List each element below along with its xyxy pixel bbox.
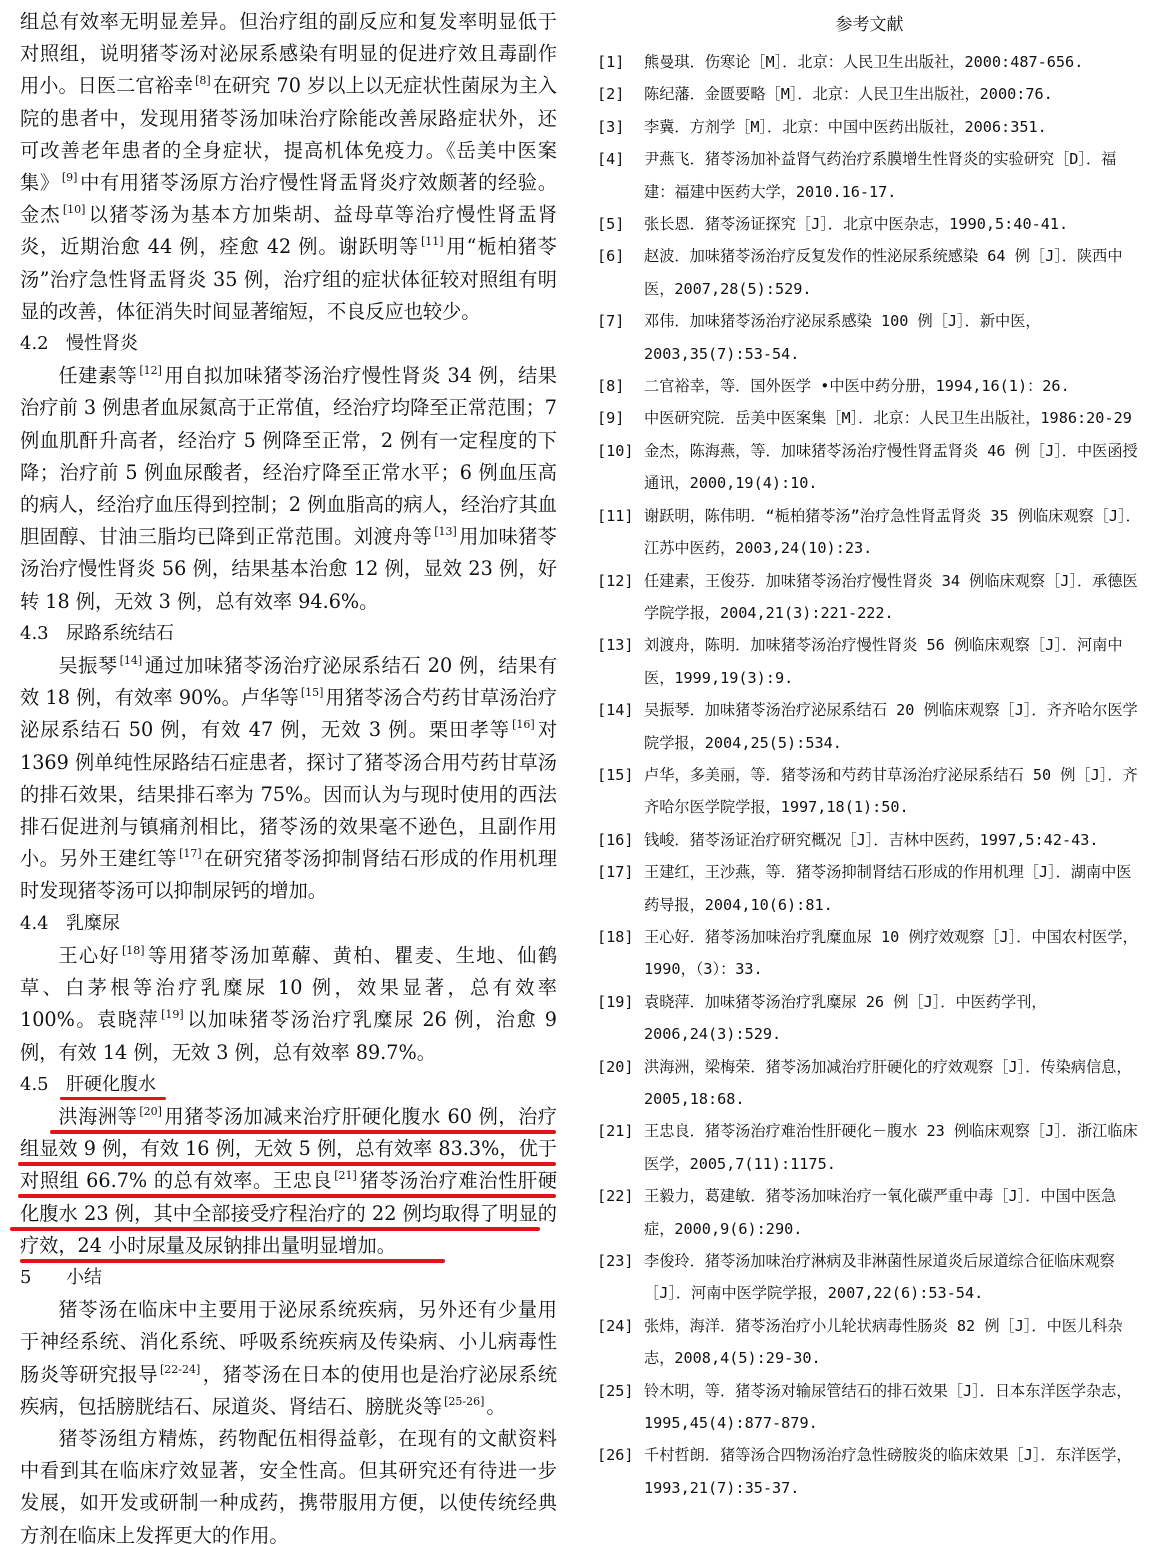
reference-text: 谢跃明，陈伟明．“栀柏猪苓汤”治疗急性肾盂肾炎 35 例临床观察［J］．江苏中医药，2003,24(10):23. <box>644 506 1141 558</box>
reference-item <box>597 1051 1142 1116</box>
intro-paragraph: 组总有效率无明显差异。但治疗组的副反应和复发率明显低于对照组，说明猪苓汤对泌尿系感染有明显的促进疗效且毒副作用小。日医二官裕幸 [8] 在研究 70 岁以上以无症状性菌尿为主入院的患者中，发现用猪苓汤加味治疗除能改善尿路症状外，还可改善老年患者的全身症状，提高机体免疫力。《岳美中医案集》 [9] 中有用猪苓汤原方治疗慢性肾盂肾炎疗效颇著的经验。金杰 [10] 以猪苓汤为基本方加柴胡、益母草等治疗慢性肾盂肾炎，近期治愈 44 例，痊愈 42 例。谢跃明等 [11] 用“栀柏猪苓汤”治疗急性肾盂肾炎 35 例，治疗组的症状体征较对照组有明显的改善，体征消失时间显著缩短，不良反应也较少。 <box>20 10 558 323</box>
reference-number: [9] <box>597 409 625 428</box>
section-4-2-paragraph: 任建素等 [12] 用自拟加味猪苓汤治疗慢性肾炎 34 例，结果治疗前 3 例患者血尿氮高于正常值，经治疗均降至正常范围；7 例血肌酐升高者，经治疗 5 例降至正常，2 例有一定程度的下降；治疗前 5 例血尿酸者，经治疗降至正常水平；6 例血压高的病人，经治疗血压得到控制；2 例血脂高的病人，经治疗其血胆固醇、甘油三脂均已降到正常范围。刘渡舟等 [13] 用加味猪苓汤治疗慢性肾炎 56 例，结果基本治愈 12 例，显效 23 例，好转 18 例，无效 3 例，总有效率 94.6%。 <box>20 364 557 613</box>
reference-number: [19] <box>597 992 634 1011</box>
reference-number: [6] <box>597 247 625 266</box>
reference-item <box>597 1439 1142 1504</box>
reference-number: [3] <box>597 117 625 136</box>
reference-text: 王忠良．猪苓汤治疗难治性肝硬化－腹水 23 例临床观察［J］．浙江临床医学，2005,7(11):1175. <box>644 1122 1138 1173</box>
reference-text: 王建红，王沙燕，等．猪苓汤抑制肾结石形成的作用机理［J］．湖南中医药导报，2004,10(6):81. <box>644 863 1132 914</box>
highlighted-heading: 肝硬化腹水 <box>66 1069 156 1101</box>
reference-item <box>597 1115 1142 1180</box>
red-underline-mark <box>18 1194 556 1198</box>
section-5-paragraph-2: 猪苓汤组方精炼，药物配伍相得益彰，在现有的文献资料中看到其在临床疗效显著，安全性高。但其研究还有待进一步发展，如开发或研制一种成药，携带服用方便，以使传统经典方剂在临床上发挥更大的作用。 <box>20 1426 557 1547</box>
reference-text: 吴振琴．加味猪苓汤治疗泌尿系结石 20 例临床观察［J］．齐齐哈尔医学院学报，2004,25(5):534. <box>644 701 1138 752</box>
reference-number: [23] <box>597 1252 634 1271</box>
reference-item <box>597 986 1142 1051</box>
section-heading-4-4: 4.4 乳糜尿 <box>20 912 120 934</box>
reference-text: 千村哲朗．猪等汤合四物汤治疗急性磅胺炎的临床效果［J］．东洋医学，1993,21(7):35-37. <box>644 1446 1132 1497</box>
reference-text: 钱峻．猪苓汤证治疗研究概况［J］．吉林中医药，1997,5:42-43. <box>644 830 1099 849</box>
reference-text: 张长恩．猪苓汤证探究［J］．北京中医杂志，1990,5:40-41. <box>644 215 1069 234</box>
highlighted-paragraph-wrapper <box>20 1101 557 1262</box>
section-heading-5: 5 小结 <box>20 1266 102 1288</box>
reference-number: [1] <box>597 53 625 71</box>
citation: [13] <box>434 525 457 539</box>
reference-item <box>597 824 1142 856</box>
citation: [20] <box>139 1104 162 1118</box>
reference-number: [2] <box>597 85 625 104</box>
reference-number: [13] <box>597 636 634 655</box>
section-5-paragraph-1: 猪苓汤在临床中主要用于泌尿系统疾病，另外还有少量用于神经系统、消化系统、呼吸系统疾病及传染病、小儿病毒性肠炎等研究报导 [22-24] ，猪苓汤在日本的使用也是治疗泌尿系统疾病，包括膀胱结石、尿道炎、肾结石、膀胱炎等 [25-26] 。 <box>20 1298 558 1418</box>
reference-text: 任建素，王俊芬．加味猪苓汤治疗慢性肾炎 34 例临床观察［J］．承德医学院学报，2004,21(3):221-222. <box>644 571 1138 622</box>
red-underline-mark <box>18 1162 556 1166</box>
reference-number: [4] <box>597 150 625 169</box>
reference-item <box>597 111 1142 143</box>
red-underline-mark <box>20 1259 445 1263</box>
reference-item <box>597 921 1142 986</box>
reference-item <box>597 46 1142 78</box>
reference-item <box>597 208 1142 240</box>
reference-item <box>597 78 1142 110</box>
reference-text: 李冀．方剂学［M］．北京：中国中医药出版社，2006:351. <box>644 117 1047 136</box>
reference-text: 袁晓萍．加味猪苓汤治疗乳糜尿 26 例［J］．中医药学刊，2006,24(3):529. <box>644 992 1047 1044</box>
reference-item <box>597 402 1142 434</box>
reference-item <box>597 565 1142 630</box>
reference-text: 卢华，多美丽，等．猪苓汤和芍药甘草汤治疗泌尿系结石 50 例［J］．齐齐哈尔医学院学报，1997,18(1):50. <box>644 765 1138 817</box>
reference-item <box>597 629 1142 694</box>
reference-item <box>597 694 1142 759</box>
section-4-5-paragraph: 洪海洲等 [20] 用猪苓汤加减来治疗肝硬化腹水 60 例，治疗组显效 9 例，有效 16 例，无效 5 例，总有效率 83.3%，优于对照组 66.7% 的总有效率。王忠良 [21] 猪苓汤治疗难治性肝硬化腹水 23 例，其中全部接受疗程治疗的 22 例均取得了明显的疗效，24 小时尿量及尿钠排出量明显增加。 <box>20 1104 558 1257</box>
reference-text: 王心好．猪苓汤加味治疗乳糜血尿 10 例疗效观察［J］．中国农村医学，1990，（3）：33. <box>644 927 1138 979</box>
reference-number: [20] <box>597 1057 634 1076</box>
reference-number: [17] <box>597 863 634 882</box>
red-underline-mark <box>50 1130 556 1134</box>
reference-text: 李俊玲．猪苓汤加味治疗淋病及非淋菌性尿道炎后尿道综合征临床观察［J］．河南中医学院学报，2007,22(6):53-54. <box>644 1252 1115 1303</box>
section-4-4-paragraph: 王心好 [18] 等用猪苓汤加萆薢、黄柏、瞿麦、生地、仙鹤草、白茅根等治疗乳糜尿 10 例，效果显著，总有效率 100%。袁晓萍 [19] 以加味猪苓汤治疗乳糜尿 26 例，治愈 9 例，有效 14 例，无效 3 例，总有效率 89.7%。 <box>20 943 558 1064</box>
reference-text: 二官裕幸，等．国外医学 •中医中药分册，1994,16(1)：26. <box>644 377 1070 396</box>
reference-item <box>597 856 1142 921</box>
section-heading-4-2: 4.2 慢性肾炎 <box>20 333 138 355</box>
reference-number: [7] <box>597 312 625 331</box>
citation: [19] <box>161 1008 184 1022</box>
section-heading-4-5: 4.5 肝硬化腹水 <box>20 1069 557 1101</box>
reference-number: [5] <box>597 215 625 234</box>
citation: [22-24] <box>159 1362 201 1376</box>
reference-list <box>597 46 1142 1504</box>
reference-number: [26] <box>597 1446 634 1465</box>
reference-item <box>597 1375 1142 1440</box>
citation: [21] <box>334 1169 357 1183</box>
reference-number: [10] <box>597 441 634 460</box>
section-4-3-paragraph: 吴振琴 [14] 通过加味猪苓汤治疗泌尿系结石 20 例，结果有效 18 例，有效率 90%。卢华等 [15] 用猪苓汤合芍药甘草汤治疗泌尿系结石 50 例，有效 47 例，无效 3 例。栗田孝等 [16] 对 1369 例单纯性尿路结石症患者，探讨了猪苓汤合用芍药甘草汤的排石效果，结果排石率为 75%。因而认为与现时使用的西法排石促进剂与镇痛剂相比，猪苓汤的效果毫不逊色，且副作用小。另外王建红等 [17] 在研究猪苓汤抑制肾结石形成的作用机理时发现猪苓汤可以抑制尿钙的增加。 <box>20 654 558 903</box>
reference-item <box>597 759 1142 824</box>
reference-text: 中医研究院．岳美中医案集［M］．北京：人民卫生出版社，1986:20-29 <box>644 409 1132 428</box>
red-underline-mark <box>10 1227 540 1231</box>
citation: [10] <box>62 203 86 217</box>
reference-item <box>597 1310 1142 1375</box>
reference-number: [22] <box>597 1187 634 1206</box>
citation: [18] <box>121 943 145 957</box>
reference-text: 铃木明，等．猪苓汤对输尿管结石的排石效果［J］．日本东洋医学杂志，1995,45(4):877-879. <box>644 1381 1132 1433</box>
citation: [15] <box>300 686 324 700</box>
reference-text: 洪海洲，梁梅荣．猪苓汤加减治疗肝硬化的疗效观察［J］．传染病信息，2005,18:68. <box>644 1057 1132 1108</box>
reference-text: 张炜，海洋．猪苓汤治疗小儿轮状病毒性肠炎 82 例［J］．中医儿科杂志，2008,4(5):29-30. <box>644 1316 1123 1368</box>
reference-number: [8] <box>597 377 625 396</box>
body-text-column <box>20 6 557 1552</box>
reference-item <box>597 240 1142 305</box>
citation: [12] <box>139 364 162 378</box>
reference-number: [11] <box>597 506 634 525</box>
reference-item <box>597 1245 1142 1310</box>
reference-number: [25] <box>597 1381 634 1400</box>
reference-text: 邓伟．加味猪苓汤治疗泌尿系感染 100 例［J］．新中医，2003,35(7):53-54. <box>644 312 1041 363</box>
reference-number: [14] <box>597 701 634 720</box>
citation: [14] <box>119 654 143 668</box>
section-heading-4-3: 4.3 尿路系统结石 <box>20 622 174 644</box>
citation: [11] <box>421 235 444 249</box>
reference-item <box>597 370 1142 402</box>
reference-item <box>597 143 1142 208</box>
references-column <box>597 14 1142 1504</box>
reference-item <box>597 1180 1142 1245</box>
reference-number: [18] <box>597 927 634 946</box>
reference-text: 赵波．加味猪苓汤治疗反复发作的性泌尿系统感染 64 例［J］．陕西中医，2007,28(5):529. <box>644 247 1123 298</box>
reference-number: [21] <box>597 1122 634 1141</box>
reference-number: [24] <box>597 1316 634 1335</box>
reference-text: 王毅力，葛建敏．猪苓汤加味治疗一氧化碳严重中毒［J］．中国中医急症，2000,9(6):290. <box>644 1187 1117 1238</box>
reference-number: [15] <box>597 765 634 784</box>
reference-item <box>597 500 1142 565</box>
reference-item <box>597 435 1142 500</box>
reference-text: 熊曼琪．伤寒论［M］．北京：人民卫生出版社，2000:487-656. <box>644 53 1084 71</box>
reference-text: 陈纪藩．金匮要略［M］．北京：人民卫生出版社，2000:76. <box>644 85 1053 104</box>
reference-item <box>597 305 1142 370</box>
reference-number: [16] <box>597 830 634 849</box>
citation: [9] <box>61 171 78 185</box>
reference-text: 尹燕飞．猪苓汤加补益肾气药治疗系膜增生性肾炎的实验研究［D］．福建：福建中医药大学，2010.16-17. <box>644 150 1117 201</box>
reference-text: 金杰，陈海燕，等．加味猪苓汤治疗慢性肾盂肾炎 46 例［J］．中医函授通讯，2000,19(4):10. <box>644 441 1138 493</box>
reference-number: [12] <box>597 571 634 590</box>
citation: [17] <box>179 847 202 861</box>
citation: [8] <box>195 74 211 88</box>
reference-text: 刘渡舟，陈明．加味猪苓汤治疗慢性肾炎 56 例临床观察［J］．河南中医，1999,19(3):9. <box>644 636 1123 687</box>
citation: [25-26] <box>444 1394 485 1408</box>
citation: [16] <box>512 718 535 732</box>
references-title: 参考文献 <box>835 15 904 35</box>
